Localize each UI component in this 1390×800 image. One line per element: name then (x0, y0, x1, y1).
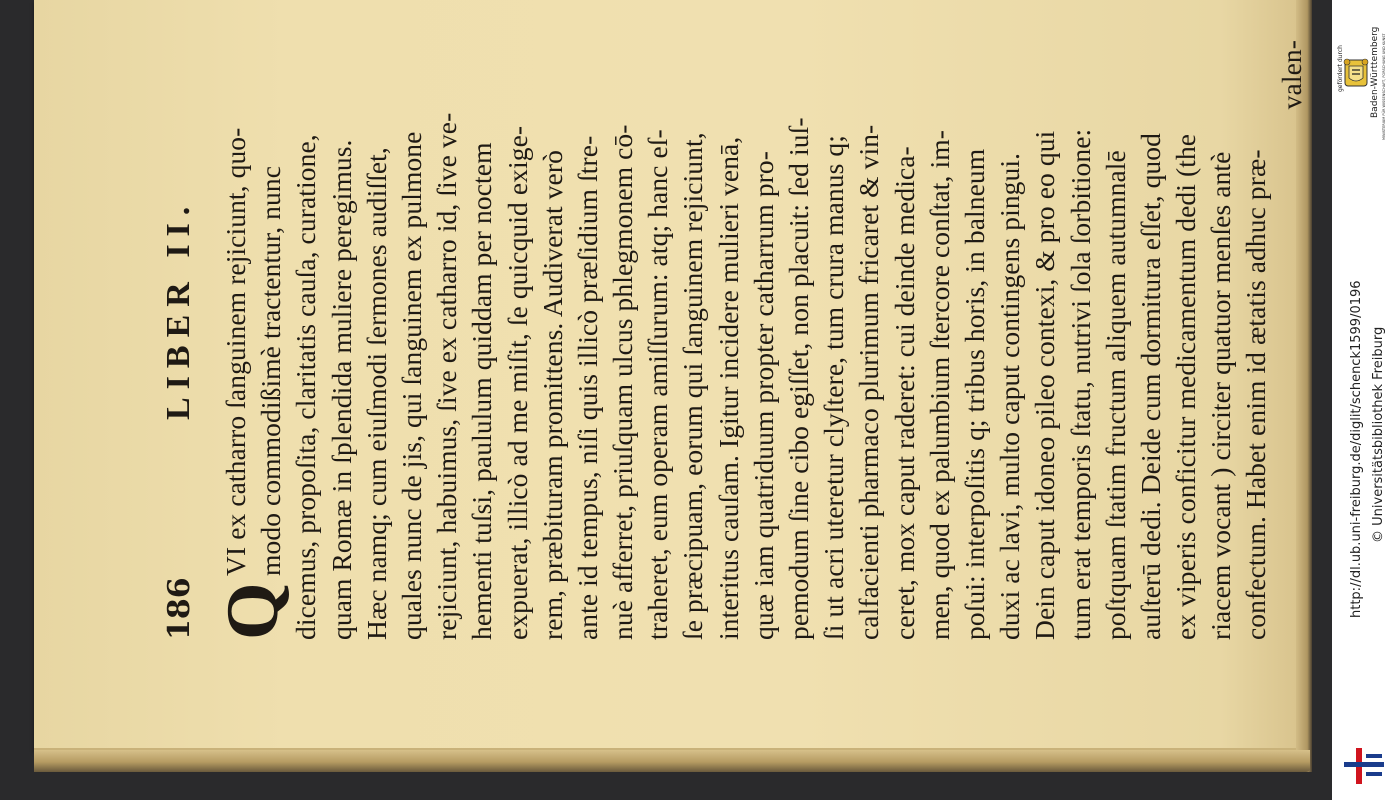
running-head: LIBER II. (160, 198, 197, 420)
text-line: men, quod ex palumbium ſtercore conſtat, im- (923, 130, 955, 640)
text-line: quam Romæ in ſplendida muliere peregimus. (325, 139, 357, 640)
page-number: 186 (162, 577, 197, 640)
text-line: ante id tempus, niſi quis illicò præſidium ſtre- (571, 135, 603, 640)
text-line: poſtquam ſtatim fructum aliquem autumnalē (1099, 150, 1131, 640)
drop-cap: Q (212, 582, 294, 640)
permalink-url[interactable]: http://dl.ub.uni-freiburg.de/diglit/schenck1599/0196 (1349, 280, 1364, 618)
text-line: calfacienti pharmaco plurimum fricaret & vin- (853, 124, 885, 640)
text-line: pemodum ſine cibo egiſſet, non placuit: ſed iuſ- (783, 117, 814, 640)
text-line: quales nunc de jis, qui ſanguinem ex pulmone (395, 131, 427, 640)
state-name: Baden-Württemberg (1370, 26, 1380, 118)
text-line: Hæc namq; cum eiuſmodi ſermones audiſſet, (360, 147, 392, 640)
text-line: VI ex catharro ſanguinem rejiciunt, quo- (220, 127, 251, 576)
text-line: expuerat, illicò ad me miſit, ſe quicquid exige- (501, 125, 533, 640)
ub-freiburg-logo-icon (1342, 744, 1386, 788)
text-line: nuè afferret, priuſquam ulcus phlegmonem cō- (607, 124, 639, 640)
copyright-notice: © Universitätsbibliothek Freiburg (1371, 326, 1386, 543)
text-line: confectum. Habet enim id ætatis adhuc præ- (1240, 149, 1272, 640)
text-line: rem, præbituram promittens. Audiverat verò (536, 150, 568, 640)
text-line: traheret, eum operam amiſſurum: atq; hanc eſ- (642, 129, 674, 640)
baden-wuerttemberg-crest-icon (1342, 56, 1370, 90)
ministry-name: MINISTERIUM FÜR WISSENSCHAFT, FORSCHUNG UND KUNST (1382, 33, 1386, 140)
text-line: Dein caput idoneo pileo contexi, & pro eo qui (1029, 130, 1061, 640)
text-line: interitus cauſam. Igitur incidere mulieri venā, (712, 136, 744, 640)
text-line: modo commodißimè tractentur, nunc (255, 165, 287, 576)
text-line: ſi ut acri uteretur clyſtere, tum crura manus q; (818, 135, 850, 640)
text-line: quæ iam quatriduum propter catharrum pro- (747, 150, 779, 640)
page-header (160, 20, 218, 640)
text-line: auſterū dedi. Deide cum dormitura eſſet, quod (1134, 133, 1166, 640)
text-line: poſui: interpoſitis q; tribus horis, in balneum (958, 148, 990, 640)
text-line: riacem vocant ) circiter quatuor menſes antè (1205, 151, 1237, 640)
page-bottom-edge (34, 750, 1310, 772)
text-line: ex viperis conficitur medicamentum dedi (the (1170, 133, 1202, 640)
text-line: dicemus, propoſita, claritatis cauſa, curatione, (290, 134, 322, 640)
text-line: hementi tuſsi, paululum quiddam per noctem (466, 142, 498, 640)
text-line: tum erat temporis ſtatu, nutrivi ſola ſorbitione: (1064, 128, 1096, 640)
text-line: duxi ac lavi, multo caput contingens pingui. (994, 152, 1026, 640)
page-text-block (160, 20, 1307, 640)
text-line: ſe præcipuam, eorum qui ſanguinem rejiciunt, (677, 132, 709, 640)
text-line: rejiciunt, habuimus, ſive ex catharro id, ſive ve- (431, 112, 463, 640)
catchword: valen- (1275, 40, 1307, 110)
funded-by-label: gefördert durch (1337, 45, 1344, 92)
text-line: ceret, mox caput raderet: cui deinde medica- (888, 146, 920, 640)
